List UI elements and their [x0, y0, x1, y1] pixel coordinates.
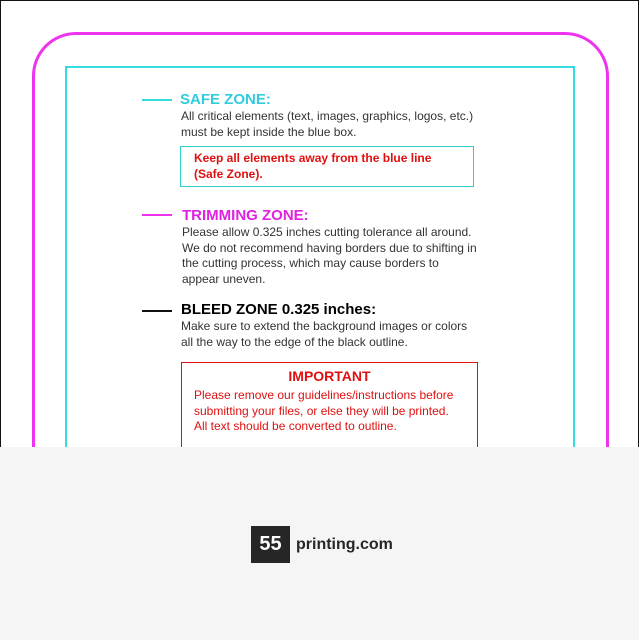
important-title: IMPORTANT: [288, 368, 371, 384]
bleed-zone-description: [181, 319, 467, 350]
important-line: Please remove our guidelines/instructions before: [194, 388, 454, 402]
trimming-zone-title: TRIMMING ZONE:: [182, 207, 309, 224]
brand-mark: 55: [251, 526, 290, 563]
trimming-zone-line: the cutting process, which may cause borders to: [182, 256, 439, 270]
trimming-zone-legend-dash: [142, 214, 172, 216]
bleed-zone-line: all the way to the edge of the black outline.: [181, 334, 408, 349]
safe-zone-title: SAFE ZONE:: [180, 91, 271, 108]
safe-zone-warning-line: (Safe Zone).: [194, 167, 263, 181]
important-notice-box: [181, 362, 478, 447]
bleed-zone-title: BLEED ZONE 0.325 inches:: [181, 301, 377, 318]
trimming-zone-description: [182, 225, 477, 287]
safe-zone-line: must be kept inside the blue box.: [181, 124, 357, 139]
brand-logo: [251, 526, 393, 563]
brand-name: printing.com: [296, 535, 393, 553]
safe-zone-description: [181, 109, 473, 140]
trimming-zone-line: appear uneven.: [182, 271, 266, 286]
safe-zone-warning-box: [180, 146, 474, 187]
important-line: All text should be converted to outline.: [194, 419, 397, 433]
safe-zone-warning-line: Keep all elements away from the blue line: [194, 151, 432, 165]
safe-zone-line: All critical elements (text, images, graphics, logos, etc.): [181, 109, 474, 123]
bleed-zone-legend-dash: [142, 310, 172, 312]
trimming-zone-line: Please allow 0.325 inches cutting tolerance all around.: [182, 225, 472, 239]
trimming-zone-line: We do not recommend having borders due to shifting in: [182, 240, 477, 255]
important-line: submitting your files, or else they will be printed.: [194, 403, 449, 418]
bleed-zone-line: Make sure to extend the background images or colors: [181, 319, 468, 333]
safe-zone-legend-dash: [142, 99, 172, 101]
important-description: [194, 388, 477, 435]
